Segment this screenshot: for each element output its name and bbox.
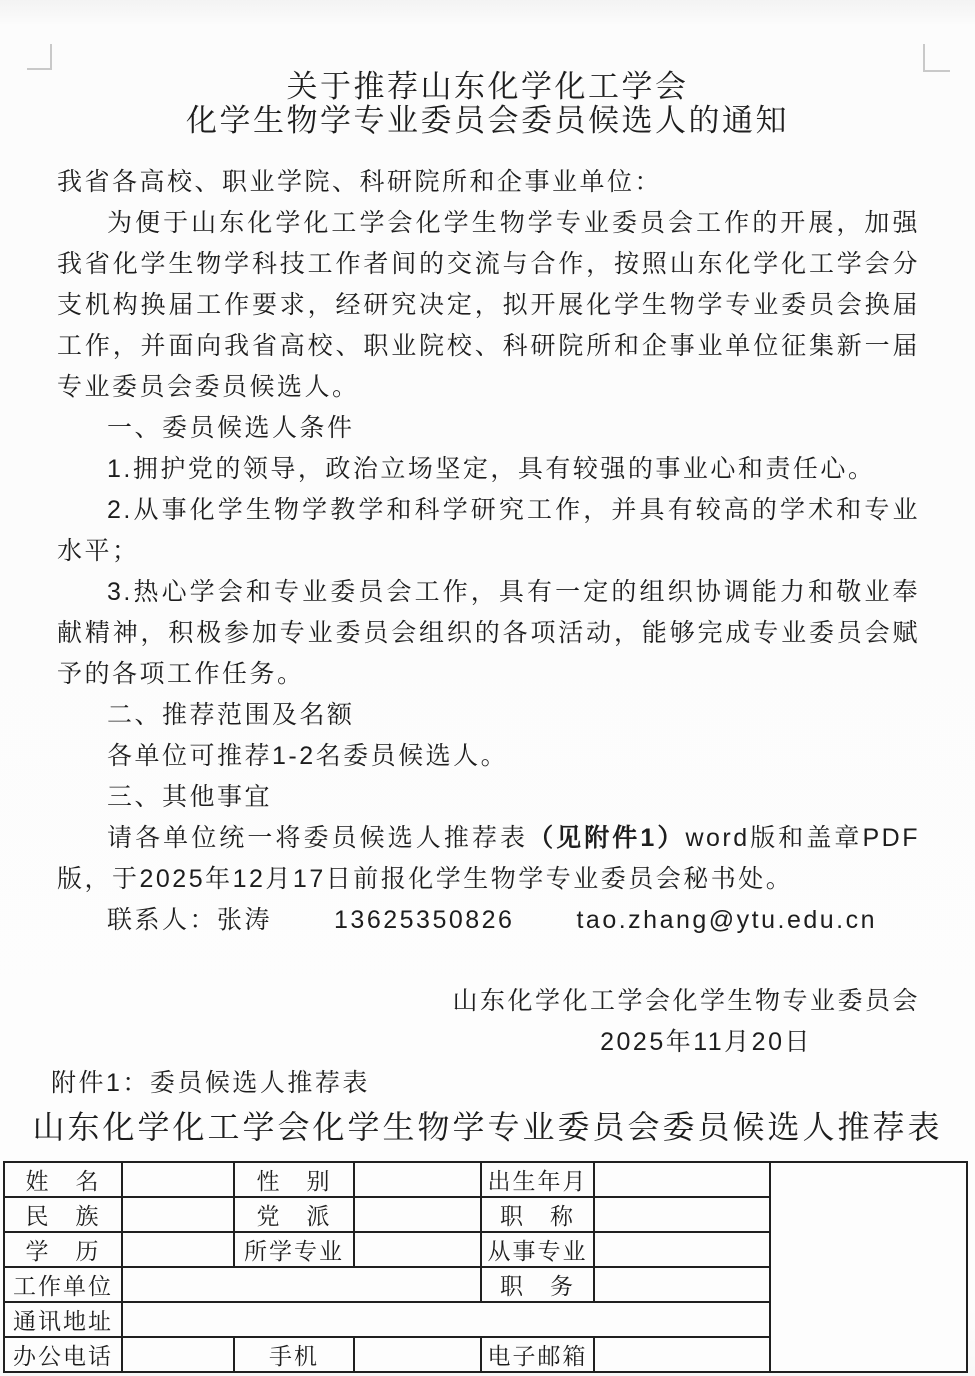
attachment-label: 附件1：委员候选人推荐表 (51, 1069, 370, 1097)
section-heading-3: 三、其他事宜 (107, 783, 273, 811)
section-heading-2: 二、推荐范围及名额 (107, 701, 355, 729)
submission-attachment-ref: （见附件1） (528, 824, 686, 852)
contact-phone: 13625350826 (334, 906, 515, 934)
field-label-ethnicity: 民 族 (4, 1197, 122, 1232)
field-label-position: 职 务 (481, 1267, 594, 1302)
form-title: 山东化学化工学会化学生物学专业委员会委员候选人推荐表 (32, 1109, 943, 1145)
field-value-major-studied (354, 1232, 481, 1267)
condition-item-2: 2.从事化学生物学教学和科学研究工作，并具有较高的学术和专业水平； (57, 496, 920, 565)
contact-name: 联系人：张涛 (107, 906, 273, 934)
field-label-birth-date: 出生年月 (481, 1162, 594, 1197)
photo-cell (770, 1162, 967, 1372)
candidate-form-table (3, 1161, 968, 1373)
notice-title (0, 0, 975, 138)
quota-paragraph: 各单位可推荐1-2名委员候选人。 (107, 742, 509, 770)
field-value-name (122, 1162, 234, 1197)
field-value-employer (122, 1267, 481, 1302)
notice-body (51, 162, 920, 1104)
field-label-mailing-address: 通讯地址 (4, 1302, 122, 1337)
field-label-gender: 性 别 (234, 1162, 354, 1197)
notice-title-line2: 化学生物学专业委员会委员候选人的通知 (186, 103, 789, 138)
notice-title-line1: 关于推荐山东化学化工学会 (286, 69, 689, 104)
page-margin-mark-right (923, 44, 950, 72)
field-value-position (594, 1267, 770, 1302)
condition-item-1: 1.拥护党的领导，政治立场坚定，具有较强的事业心和责任心。 (107, 455, 876, 483)
field-value-professional-title (594, 1197, 770, 1232)
condition-item-3: 3.热心学会和专业委员会工作，具有一定的组织协调能力和敬业奉献精神，积极参加专业委员会组织的各项活动，能够完成专业委员会赋予的各项工作任务。 (57, 578, 920, 688)
field-label-mobile: 手机 (234, 1337, 354, 1372)
section-heading-1: 一、委员候选人条件 (107, 414, 355, 442)
field-label-major-engaged: 从事专业 (481, 1232, 594, 1267)
signature-org: 山东化学化工学会化学生物专业委员会 (452, 987, 920, 1015)
contact-email: tao.zhang@ytu.edu.cn (576, 906, 878, 934)
page-margin-mark-left (27, 44, 52, 70)
form-row-1 (4, 1162, 967, 1197)
submission-text-before: 请各单位统一将委员候选人推荐表 (107, 824, 529, 852)
field-value-major-engaged (594, 1232, 770, 1267)
contact-line (57, 900, 920, 941)
field-value-birth-date (594, 1162, 770, 1197)
blank-line (57, 941, 920, 981)
field-label-professional-title: 职 称 (481, 1197, 594, 1232)
field-label-email: 电子邮箱 (481, 1337, 594, 1372)
field-label-party: 党 派 (234, 1197, 354, 1232)
field-label-office-phone: 办公电话 (4, 1337, 122, 1372)
field-value-ethnicity (122, 1197, 234, 1232)
field-label-name: 姓 名 (4, 1162, 122, 1197)
intro-paragraph: 为便于山东化学化工学会化学生物学专业委员会工作的开展，加强我省化学生物学科技工作者间的交流与合作，按照山东化学化工学会分支机构换届工作要求，经研究决定，拟开展化学生物学专业委员会换届工作，并面向我省高校、职业院校、科研院所和企事业单位征集新一届专业委员会委员候选人。 (57, 209, 920, 401)
field-value-education (122, 1232, 234, 1267)
field-label-employer: 工作单位 (4, 1267, 122, 1302)
field-label-education: 学 历 (4, 1232, 122, 1267)
field-label-major-studied: 所学专业 (234, 1232, 354, 1267)
submission-text-after: word版和盖章PDF版，于2025年12月17日前报化学生物学专业委员会秘书处。 (57, 824, 920, 893)
field-value-party (354, 1197, 481, 1232)
field-value-email (594, 1337, 770, 1372)
field-value-gender (354, 1162, 481, 1197)
field-value-mobile (354, 1337, 481, 1372)
submission-paragraph (57, 818, 920, 900)
signature-date: 2025年11月20日 (600, 1028, 812, 1056)
salutation: 我省各高校、职业学院、科研院所和企事业单位： (57, 168, 663, 196)
field-value-office-phone (122, 1337, 234, 1372)
field-value-mailing-address (122, 1302, 770, 1337)
